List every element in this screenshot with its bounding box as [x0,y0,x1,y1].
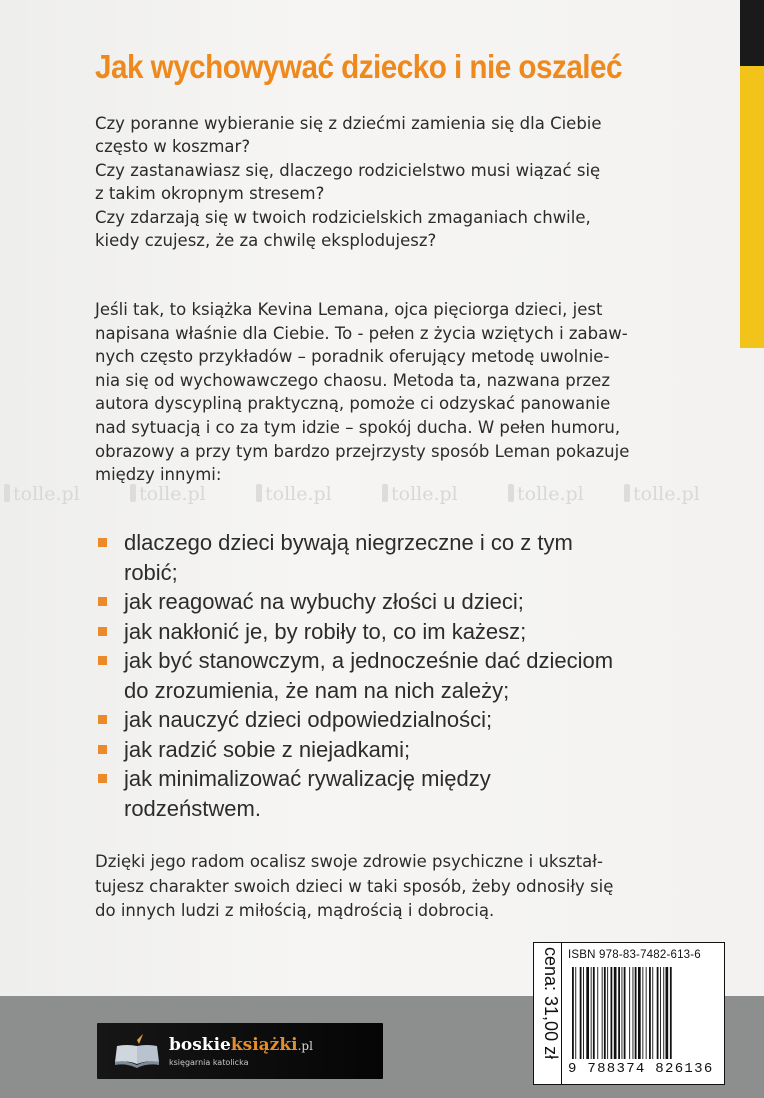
bullet-text: jak minimalizować rywalizację między [124,766,491,791]
bullet-item [98,646,698,705]
barcode-bar [611,967,613,1059]
watermark-text: tolle.pl [139,483,206,505]
bullet-text: jak nauczyć dzieci odpowiedzialności; [124,707,493,732]
closing-line: tujesz charakter swoich dzieci w taki sposób, żeby odnosiły się [95,876,614,896]
question-line: Czy poranne wybieranie się z dziećmi zamienia się dla Ciebie [95,114,602,133]
bullet-text: robić; [124,559,178,585]
watermark [4,483,80,505]
description-line: nad sytuacją i co za tym idzie – spokój ducha. W pełen humoru, [95,417,621,437]
watermark-logo-icon [382,484,388,502]
description-line: Jeśli tak, to książka Kevina Lemana, ojca pięciorga dzieci, jest [95,300,603,319]
bullet-text: jak nakłonić je, by robiły to, co im każesz; [124,618,527,644]
question-line: kiedy czujesz, że za chwilę eksplodujesz? [95,231,437,251]
closing-line: do innych ludzi z miłością, mądrością i dobrocią. [95,901,495,920]
bullet-text: jak być stanowczym, a jednocześnie dać dzieciom [124,648,614,673]
barcode-bar [624,967,626,1059]
description-line: między innymi: [95,465,222,485]
watermark-logo-icon [624,484,630,502]
price-strip [534,943,562,1084]
side-bar-yellow [740,66,764,348]
bullet-item [98,764,698,823]
publisher-logo [97,1023,383,1079]
open-book-icon [113,1034,161,1070]
description-line: autora dyscypliną praktyczną, pomoże ci odzyskać panowanie [95,394,611,414]
question-line: z takim okropnym stresem? [95,184,325,204]
ean-number: 9 788374 826136 [568,1061,714,1077]
barcode-bar [657,967,659,1059]
watermark [508,483,584,505]
logo-word-2: książki [230,1035,298,1055]
barcode-bar [575,967,576,1059]
bullet-square-icon [98,774,107,783]
barcode-bars [572,967,712,1059]
closing-paragraph [95,850,707,924]
barcode-bar [663,967,664,1059]
barcode-bar [597,967,598,1059]
barcode-bar [593,967,595,1059]
watermark-logo-icon [508,484,514,502]
barcode-bar [652,967,653,1059]
bullet-text: jak reagować na wybuchy złości u dzieci; [124,589,524,614]
barcode-bar [633,967,634,1059]
watermark [382,483,458,505]
barcode-bar [649,967,651,1059]
barcode-bar [583,967,584,1059]
bullet-square-icon [98,627,107,636]
watermark [130,483,206,505]
barcode-bar [614,967,617,1059]
watermark [256,483,332,505]
questions-paragraph [95,112,707,252]
description-paragraph [95,298,707,487]
barcode-label [533,942,725,1085]
barcode-bar [629,967,630,1059]
bullet-item [98,617,698,647]
bullet-item [98,587,698,617]
logo-domain: .pl [297,1039,313,1053]
bullet-square-icon [98,715,107,724]
description-line: napisana właśnie dla Ciebie. To - pełen z życia wziętych i zabaw- [95,323,628,343]
isbn-text: ISBN 978-83-7482-613-6 [568,949,701,961]
bullet-square-icon [98,656,107,665]
barcode-bar [670,967,672,1059]
question-line: często w koszmar? [95,137,251,157]
barcode-bar [635,967,637,1059]
question-line: Czy zastanawiasz się, dlaczego rodzicielstwo musi wiązać się [95,160,601,180]
book-title: Jak wychowywać dziecko i nie oszaleć [95,48,622,85]
watermark-text: tolle.pl [633,483,700,505]
description-line: nia się od wychowawczego chaosu. Metoda ta, nazwana przez [95,370,610,390]
bullet-list [98,528,698,823]
description-line: obrazowy a przy tym bardzo przejrzysty sposób Leman pokazuje [95,441,630,461]
watermark-row [0,483,740,513]
barcode-bar [604,967,606,1059]
barcode-bar [646,967,647,1059]
barcode-bar [622,967,623,1059]
bullet-item [98,735,698,765]
bullet-square-icon [98,745,107,754]
bullet-text: jak radzić sobie z niejadkami; [124,736,411,762]
watermark-text: tolle.pl [517,483,584,505]
barcode-bar [618,967,620,1059]
bullet-square-icon [98,597,107,606]
logo-subtitle: księgarnia katolicka [169,1058,249,1067]
watermark-text: tolle.pl [13,483,80,505]
bullet-text: dlaczego dzieci bywają niegrzeczne i co z tym [124,530,573,555]
description-line: nych często przykładów – poradnik oferujący metodę uwolnie- [95,347,610,367]
logo-word-1: boskie [169,1035,231,1055]
bullet-text: rodzeństwem. [124,795,261,821]
closing-line: Dzięki jego radom ocalisz swoje zdrowie psychiczne i ukształ- [95,852,603,871]
barcode-bar [572,967,574,1059]
question-line: Czy zdarzają się w twoich rodzicielskich zmaganiach chwile, [95,207,591,227]
watermark-logo-icon [256,484,262,502]
barcode-bar [666,967,669,1059]
watermark-text: tolle.pl [265,483,332,505]
barcode-bar [602,967,603,1059]
bullet-item [98,528,698,587]
barcode-bar [660,967,661,1059]
watermark [624,483,700,505]
price-text: cena: 31,00 zł [541,947,561,1060]
watermark-logo-icon [4,484,10,502]
bullet-square-icon [98,538,107,547]
watermark-logo-icon [130,484,136,502]
barcode-bar [642,967,643,1059]
barcode-bar [591,967,592,1059]
watermark-text: tolle.pl [391,483,458,505]
barcode-bar [638,967,641,1059]
bullet-item [98,705,698,735]
logo-wordmark [169,1035,313,1055]
barcode-bar [607,967,608,1059]
barcode-bar [580,967,582,1059]
side-bar-black [740,0,764,66]
barcode-bar [586,967,589,1059]
bullet-text: do zrozumienia, że nam na nich zależy; [124,677,510,703]
